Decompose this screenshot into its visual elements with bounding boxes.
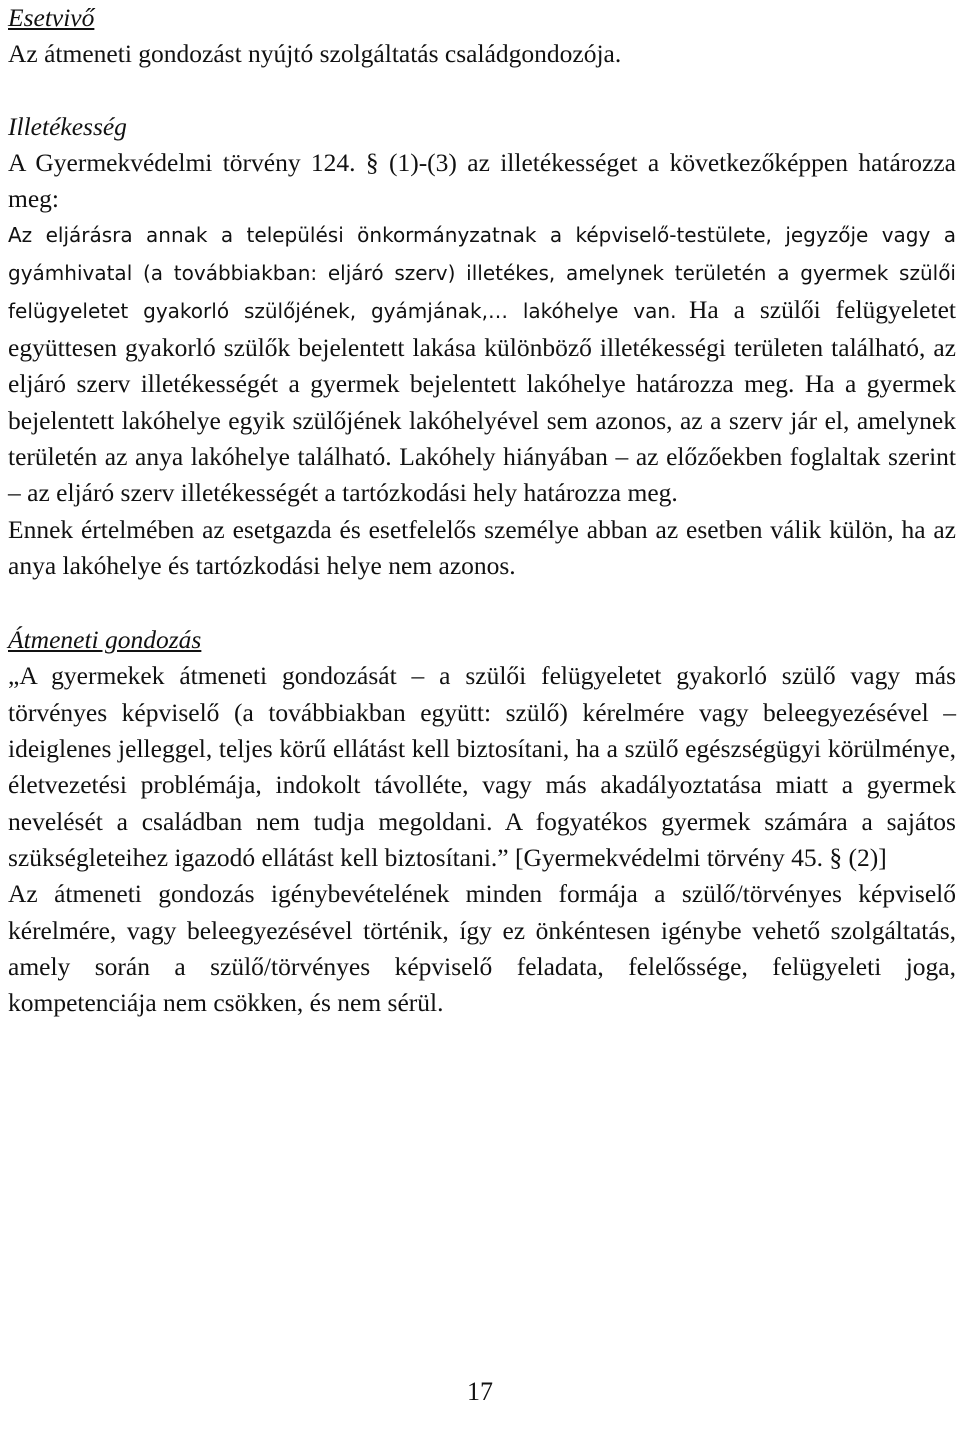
law-continuation-text: Ha a szülői felügyeletet együttesen gyakorló szülők bejelentett lakása különböző illetékességi területen található, az eljáró szerv illetékességét a gyermek bejelentett lakóhelye határozza meg. Ha a gyermek bejelentett lakóhelye egyik szülőjének lakóhelyével sem azonos, az a szerv jár el, amelynek területén az anya lakóhelye található. Lakóhely hiányában – az előzőekben foglaltak szerint – az eljáró szerv illetékességét a tartózkodási hely határozza meg. [8, 294, 956, 508]
paragraph-illetekesseg-intro: A Gyermekvédelmi törvény 124. § (1)-(3) az illetékességet a következőképpen határozza meg: [8, 147, 956, 214]
heading-esetvivo: Esetvivő [8, 3, 95, 32]
paragraph-illetekesseg-body [8, 217, 956, 511]
paragraph-atmeneti-quote: „A gyermekek átmeneti gondozását – a szülői felügyeletet gyakorló szülő vagy más törvényes képviselő (a továbbiakban együtt: szülő) kérelmére vagy beleegyezésével – ideiglenes jelleggel, teljes körű ellátást kell biztosítani, ha a szülő egészségügyi körülménye, életvezetési problémája, indokolt távolléte, vagy más akadályoztatása miatt a gyermek nevelését a családban nem tudja megoldani. A fogyatékos gyermek számára a sajátos szükségleteihez igazodó ellátást kell biztosítani.” [Gyermekvédelmi törvény 45. § (2)] [8, 661, 956, 872]
quoted-law-text: Az eljárásra annak a települési önkormányzatnak a képviselő-testülete, jegyzője vagy a gyámhivatal (a továbbiakban: eljáró szerv) illetékes, amelynek területén a gyermek szülői felügyeletet gyakorló szülőjének, gyámjának,… lakóhelye van. [8, 223, 956, 323]
paragraph-esetvivo: Az átmeneti gondozást nyújtó szolgáltatás családgondozója. [8, 39, 622, 69]
page-number: 17 [467, 1377, 493, 1406]
heading-illetekesseg: Illetékesség [8, 111, 127, 141]
paragraph-atmeneti-text: Az átmeneti gondozás igénybevételének minden formája a szülő/törvényes képviselő kérelmére, vagy beleegyezésével történik, így ez önkéntesen igénybe vehető szolgáltatás, amely során a szülő/törvényes képviselő feladata, felelőssége, felügyeleti joga, kompetenciája nem csökken, és nem sérül. [8, 879, 956, 1018]
paragraph-illetekesseg-conclusion: Ennek értelmében az esetgazda és esetfelelős személye abban az esetben válik külön, ha az anya lakóhelye és tartózkodási helye nem azonos. [8, 514, 956, 580]
spacer [8, 73, 956, 109]
document-page [8, 0, 956, 1021]
heading-atmeneti-gondozas: Átmeneti gondozás [8, 625, 202, 655]
spacer [8, 584, 956, 622]
